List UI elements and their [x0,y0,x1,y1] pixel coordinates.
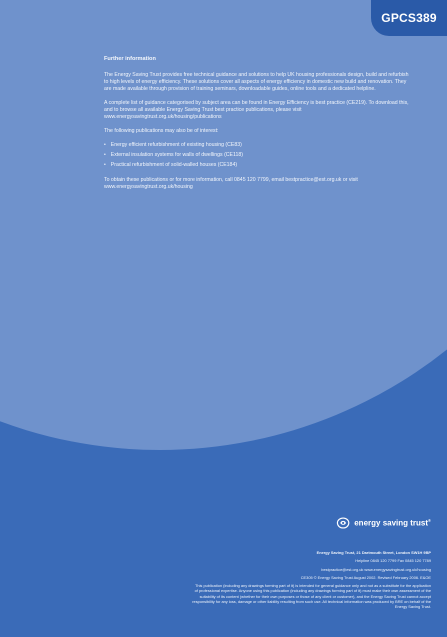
footer-web: bestpractice@est.org.uk www.energysavingtrust.org.uk/housing [321,566,431,572]
section-heading: Further information [104,56,156,62]
publications-intro: The following publications may also be of interest: [104,127,219,134]
footer-disclaimer: This publication (including any drawings forming part of it) is intended for general guidance only and not as a substitute for the application of professional expertise. Anyone using this publication (including any drawings forming part of it) must make their own assessment of the suitability of its content (whether for their own purposes or those of any client or customer), and the Energy Saving Trust cannot accept responsibility for any loss, damage or other liability resulting from such use. All technical information was produced by BRE on behalf of the Energy Saving Trust. [192,583,431,610]
publication-title: Practical refurbishment of solid-walled houses (CE184) [110,161,238,168]
bullet-icon: • [104,161,106,168]
footer-copyright: CE305 © Energy Saving Trust August 2002. Revised February 2006. E&OE [300,574,431,580]
logo-wordmark: energy saving trust® [354,518,431,528]
publication-item [104,152,409,159]
publication-code-tab [371,0,447,36]
publication-item [104,162,409,169]
bullet-icon: • [104,151,106,158]
publication-item [104,142,409,149]
intro-paragraph: The Energy Saving Trust provides free technical guidance and solutions to help UK housing professionals design, build and refurbish to high levels of energy efficiency. These solutions cover all aspects of energy efficiency in domestic new build and renovation. They are made available through provision of training seminars, downloadable guides, online tools and a dedicated helpline. [104,71,409,92]
footer-address: Energy Saving Trust, 21 Dartmouth Street, London SW1H 9BP [316,550,431,555]
footer-helpline: Helpline 0845 120 7799 Fax 0845 120 7789 [355,558,431,564]
publication-list [104,142,409,169]
bullet-icon: • [104,141,106,148]
energy-saving-trust-logo-icon [336,513,350,533]
publication-title: Energy efficient refurbishment of existing housing (CE83) [110,141,242,148]
contact-paragraph: To obtain these publications or for more information, call 0845 120 7799, email bestpractice@est.org.uk or visit www.energysavingtrust.org.uk/housing [104,176,358,190]
publication-code: GPCS389 [381,11,437,25]
energy-saving-trust-logo [336,512,431,534]
further-information-section [104,56,409,198]
publication-title: External insulation systems for walls of dwellings (CE118) [110,151,244,158]
guidance-paragraph: A complete list of guidance categorised by subject area can be found in Energy Efficiency is best practice (CE219). To download this, and to browse all available Energy Saving Trust best practice publications, please visit www.energysavingtrust.org.uk/housing/publications [104,99,409,120]
footer-block [191,550,431,612]
